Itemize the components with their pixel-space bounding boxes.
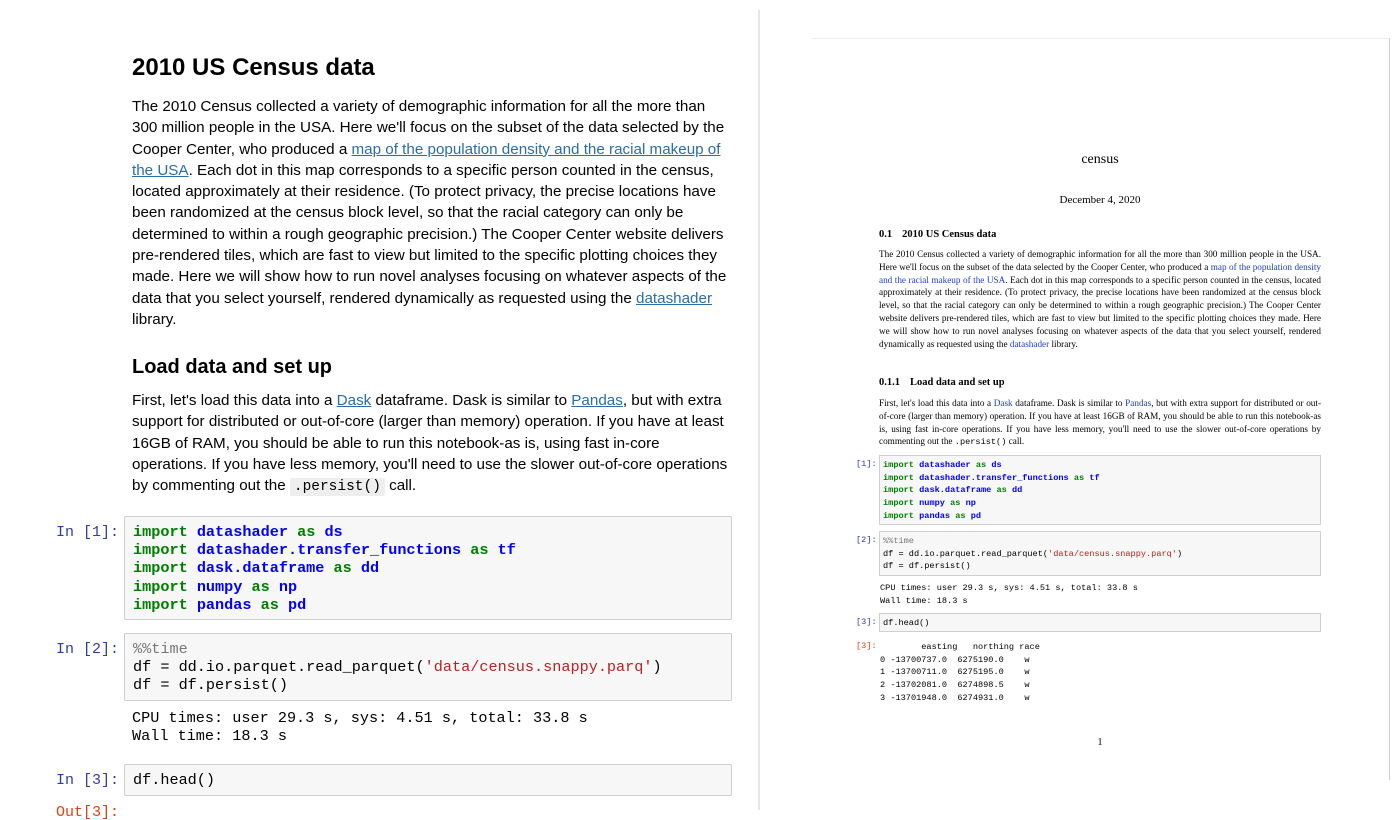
notebook-title: 2010 US Census data [132,54,375,81]
markdown-cell-intro[interactable] [132,54,732,330]
pdf-code-line: import datashader as ds [883,460,1002,470]
pandas-link[interactable]: Pandas [571,392,623,409]
pdf-cell-1-input [879,455,1321,525]
cell-2-input[interactable] [124,633,732,701]
population-map-link[interactable]: map of the population density and the racial makeup of the USA [132,140,721,179]
pdf-code-line: import datashader.transfer_functions as tf [883,472,1100,483]
cell-2-code [133,640,723,695]
pdf-map-link[interactable]: map of the population density and the racial makeup of the USA [879,261,1321,285]
pdf-intro-paragraph: The 2010 Census collected a variety of demographic information for all the more than 300 million people in the USA. Here we'll focus on the subset of the data selected by the Cooper Center, who produced a map of the population density and the racial makeup of the USA. Each dot in this map corresponds to a specific person counted in the census, located approximately at their residence. (To protect privacy, the precise locations have been randomized at the census block level, so that the racial category can only be determined to within a rough geographic precision.) The Cooper Center website delivers pre-rendered tiles, which are fast to view but limited to the specific plotting choices they made. Here we will show how to run novel analyses focusing on whatever aspects of the data that you select yourself, rendered dynamically as requested using the datashader library. [879,249,1321,349]
pdf-cell-2-code [883,535,1317,573]
code-line: import pandas as pd [133,595,307,614]
pdf-cell-2-output: CPU times: user 29.3 s, sys: 4.51 s, total: 33.8 s Wall time: 18.3 s [880,583,1138,606]
code-line: import dask.dataframe as dd [133,559,380,578]
pdf-subsection-heading: 0.1.1 Load data and set up [879,377,1005,388]
markdown-cell-load[interactable] [132,354,732,498]
section-title-load: Load data and set up [132,356,333,378]
persist-inline-code: .persist() [290,478,385,496]
pdf-page [812,38,1390,780]
cell-3-output-prompt: Out[3]: [56,804,120,820]
pdf-title: census [1081,152,1119,167]
pdf-datashader-link[interactable]: datashader [1009,338,1050,349]
table-header: easting northing race [880,642,1040,652]
intro-paragraph: The 2010 Census collected a variety of demographic information for all the more than 300 million people in the USA. Here we'll focus on the subset of the data selected by the Cooper Center, who produced a map of the population density and the racial makeup of the USA. Each dot in this map corresponds to a specific person counted in the census, located approximately at their residence. (To protect privacy, the precise locations have been randomized at the census block level, so that the racial category can only be determined to within a rough geographic precision.) The Cooper Center website delivers pre-rendered tiles, which are fast to view but limited to the specific plotting choices they made. Here we will show how to run novel analyses focusing on whatever aspects of the data that you select yourself, rendered dynamically as requested using the datashader library. [132,98,727,328]
pdf-dask-link[interactable]: Dask [993,398,1013,408]
code-line: df = dd.io.parquet.read_parquet('data/census.snappy.parq') [133,658,662,677]
pdf-cell-1-code [883,459,1317,523]
code-line: df = df.persist() [133,676,288,695]
code-line: %%time [133,640,188,658]
pdf-pandas-link[interactable]: Pandas [1125,398,1152,408]
cell-1-prompt: In [1]: [56,524,120,541]
pdf-code-line: df = df.persist() [883,561,971,572]
cell-1-input[interactable] [124,516,732,620]
pdf-code-line: %%time [883,536,914,546]
code-line: import datashader.transfer_functions as tf [133,541,516,560]
pdf-cell-1-prompt: [1]: [856,459,877,469]
table-row: 3 -13701948.0 6274931.0 w [880,692,1030,703]
cell-2-prompt: In [2]: [56,641,120,658]
pdf-cell-2-input [879,531,1321,576]
cell-3-code: df.head() [133,771,216,789]
pdf-date: December 4, 2020 [1059,194,1141,206]
pdf-cell-3-code: df.head() [883,618,930,628]
pdf-cell-3-output-prompt: [3]: [856,641,877,651]
pdf-section-heading: 0.1 2010 US Census data [879,229,997,240]
pdf-page-number: 1 [1097,737,1103,748]
datashader-link[interactable]: datashader [636,289,713,307]
cell-3-prompt: In [3]: [56,772,120,789]
table-row: 0 -13700737.0 6275190.0 w [880,654,1030,665]
pdf-dataframe-table [880,641,1040,705]
cell-2-output: CPU times: user 29.3 s, sys: 4.51 s, total: 33.8 s Wall time: 18.3 s [132,709,588,746]
code-line: import numpy as np [133,577,298,596]
pdf-code-line: df = dd.io.parquet.read_parquet('data/census.snappy.parq') [883,548,1183,559]
table-row: 2 -13702081.0 6274898.5 w [880,680,1030,691]
pdf-cell-3-prompt: [3]: [856,617,877,627]
pdf-code-line: import pandas as pd [883,510,982,521]
cell-3-input[interactable] [124,764,732,796]
cell-1-code [133,523,723,614]
load-paragraph: First, let's load this data into a Dask dataframe. Dask is similar to Pandas, but with extra support for distributed or out-of-core (larger than memory) operation. If you have at least 16GB of RAM, you should be able to run this notebook-as is, using fast in-core operations. If you have less memory, you'll need to use the slower out-of-core operations by commenting out the .persist() call. [132,392,728,496]
dask-link[interactable]: Dask [336,392,372,409]
pane-divider [758,10,760,810]
pdf-cell-3-input [879,613,1321,632]
code-line: import datashader as ds [133,523,343,541]
pdf-load-paragraph: First, let's load this data into a Dask dataframe. Dask is similar to Pandas, but with extra support for distributed or out-of-core (larger than memory) operation. If you have at least 16GB of RAM, you should be able to run this notebook-as is, using fast in-core operations. If you have less memory, you'll need to use the slower out-of-core operations by commenting out the .persist() call. [879,398,1322,448]
pdf-code-line: import numpy as np [883,498,976,509]
pdf-code-line: import dask.dataframe as dd [883,485,1023,496]
table-row: 1 -13700711.0 6275195.0 w [880,667,1030,678]
pdf-cell-2-prompt: [2]: [856,535,877,545]
